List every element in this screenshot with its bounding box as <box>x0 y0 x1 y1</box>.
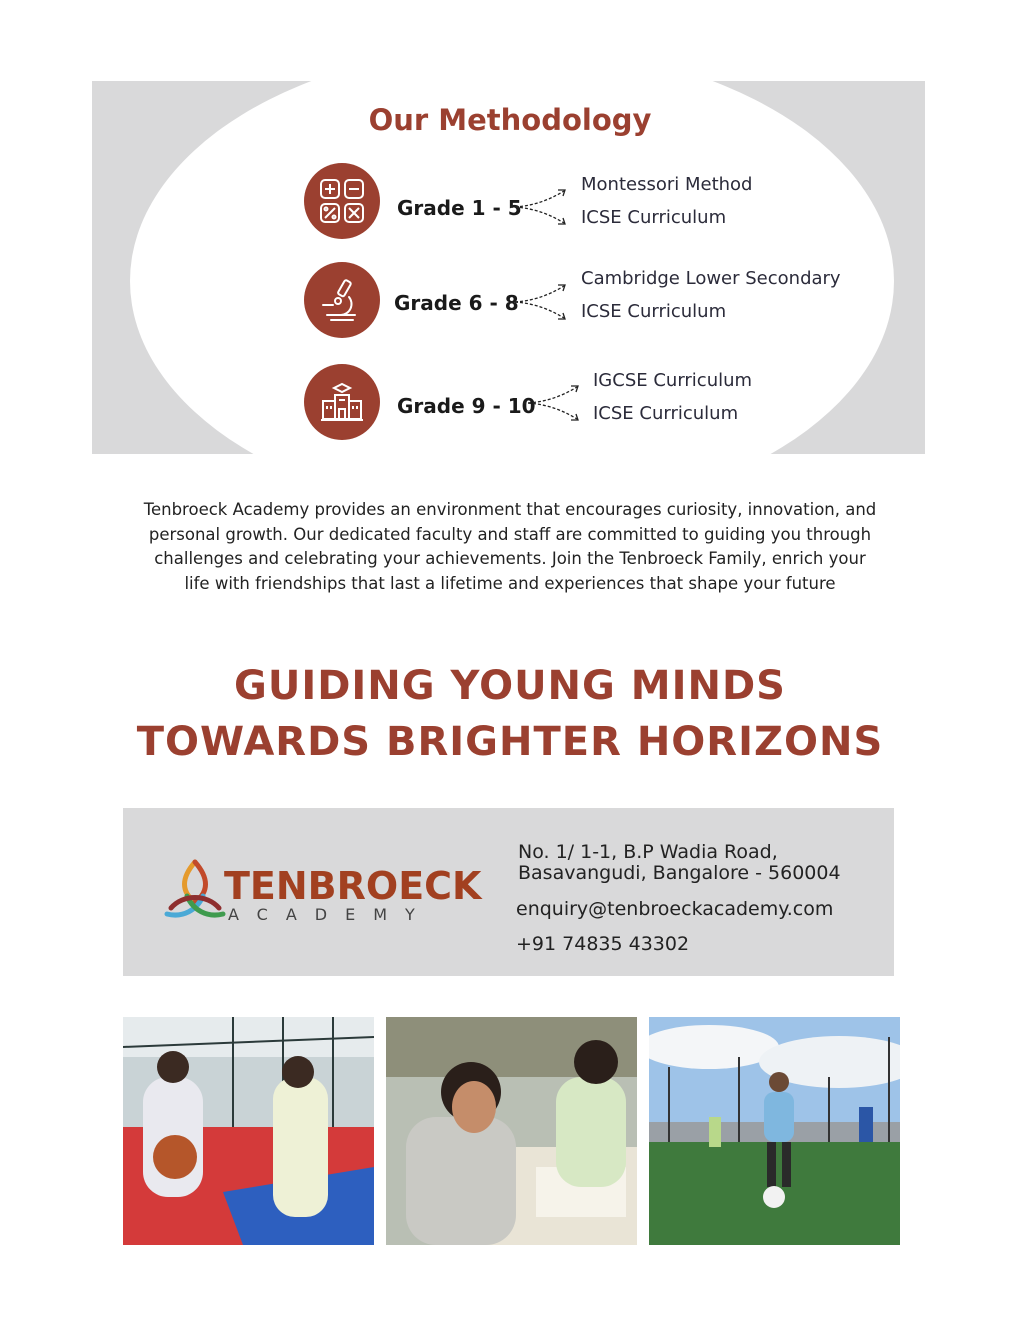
branch-arrows-icon <box>521 383 583 423</box>
headline <box>0 658 1020 770</box>
academy-description: Tenbroeck Academy provides an environment that encourages curiosity, innovation, and personal growth. Our dedicated faculty and staff are committed to guiding you through challenges and celebrating your achievements. Join the Tenbroeck Family, enrich your life with friendships that last a lifetime and experiences that shape your future <box>143 500 877 593</box>
grade-row-9-10 <box>0 364 1020 444</box>
headline-line-2: TOWARDS BRIGHTER HORIZONS <box>136 719 884 765</box>
microscope-icon <box>304 262 380 338</box>
phone-number[interactable]: +91 74835 43302 <box>516 933 690 955</box>
curriculum-option: ICSE Curriculum <box>593 403 739 424</box>
logo-subtitle: ACADEMY <box>228 905 433 924</box>
grade-row-6-8 <box>0 262 1020 342</box>
photo-football <box>649 1017 900 1245</box>
curriculum-option: IGCSE Curriculum <box>593 370 753 391</box>
grade-label: Grade 6 - 8 <box>394 291 519 315</box>
grade-label: Grade 1 - 5 <box>397 196 522 220</box>
address-line-1: No. 1/ 1-1, B.P Wadia Road, <box>518 841 778 863</box>
grade-row-1-5 <box>0 163 1020 243</box>
grade-label: Grade 9 - 10 <box>397 394 536 418</box>
school-building-icon <box>304 364 380 440</box>
logo-name: TENBROECK <box>224 864 482 908</box>
branch-arrows-icon <box>508 282 570 322</box>
curriculum-option: ICSE Curriculum <box>581 301 727 322</box>
curriculum-option: Montessori Method <box>581 174 753 195</box>
branch-arrows-icon <box>508 187 570 227</box>
photo-basketball <box>123 1017 374 1245</box>
tenbroeck-logo-icon <box>163 858 227 922</box>
methodology-title: Our Methodology <box>368 103 652 137</box>
curriculum-option: ICSE Curriculum <box>581 207 727 228</box>
address-line-2: Basavangudi, Bangalore - 560004 <box>518 862 841 884</box>
curriculum-option: Cambridge Lower Secondary <box>581 268 841 289</box>
headline-line-1: GUIDING YOUNG MINDS <box>234 663 786 709</box>
math-symbols-icon <box>304 163 380 239</box>
photo-classroom <box>386 1017 637 1245</box>
email-link[interactable]: enquiry@tenbroeckacademy.com <box>516 898 834 920</box>
